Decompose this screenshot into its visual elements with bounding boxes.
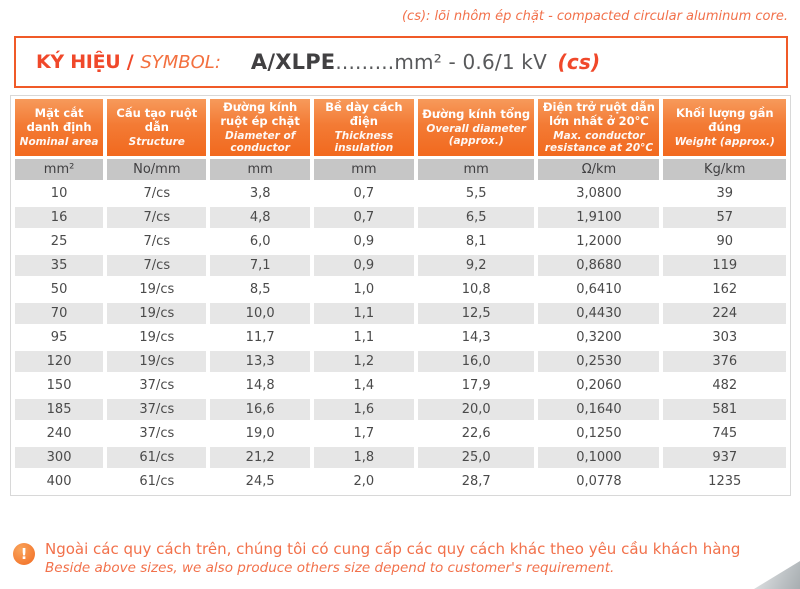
data-cell: 9,2 [418,255,535,276]
data-cell: 10,0 [210,303,309,324]
data-cell: 1,0 [314,279,414,300]
data-cell: 0,2530 [538,351,659,372]
footer-note-vi: Ngoài các quy cách trên, chúng tôi có cung cấp các quy cách khác theo yêu cầu khách hàng [45,540,741,558]
data-cell: 3,0800 [538,183,659,204]
column-header-2: Đường kính ruột ép chặt Diameter of conductor [210,99,309,156]
data-cell: 482 [663,375,786,396]
column-header-4: Đường kính tổng Overall diameter (approx.) [418,99,535,156]
table-row [15,375,786,396]
data-cell: 1,2000 [538,231,659,252]
data-cell: 8,1 [418,231,535,252]
unit-cell: Ω/km [538,159,659,180]
footer-note [13,540,740,576]
data-cell: 1,7 [314,423,414,444]
data-cell: 300 [15,447,103,468]
data-cell: 57 [663,207,786,228]
data-cell: 14,3 [418,327,535,348]
symbol-label-en: SYMBOL: [140,51,221,73]
column-header-5: Điện trở ruột dẫn lớn nhất ở 20°C Max. conductor resistance at 20°C [538,99,659,156]
data-cell: 19/cs [107,327,206,348]
data-cell: 185 [15,399,103,420]
table-row [15,255,786,276]
data-cell: 1,2 [314,351,414,372]
data-cell: 150 [15,375,103,396]
data-cell: 61/cs [107,471,206,492]
data-cell: 6,0 [210,231,309,252]
data-cell: 25,0 [418,447,535,468]
data-cell: 24,5 [210,471,309,492]
table-row [15,231,786,252]
data-cell: 745 [663,423,786,444]
data-cell: 0,1000 [538,447,659,468]
data-cell: 12,5 [418,303,535,324]
page-fold-corner [754,561,800,589]
symbol-code-cs: (cs) [557,50,601,74]
data-cell: 7/cs [107,231,206,252]
spec-table-body [15,183,786,492]
data-cell: 19/cs [107,279,206,300]
data-cell: 376 [663,351,786,372]
table-row [15,303,786,324]
data-cell: 1235 [663,471,786,492]
table-row [15,183,786,204]
symbol-label-vi: KÝ HIỆU / [36,51,134,73]
unit-cell: mm [314,159,414,180]
unit-cell: Kg/km [663,159,786,180]
data-cell: 1,1 [314,303,414,324]
data-cell: 4,8 [210,207,309,228]
data-cell: 17,9 [418,375,535,396]
data-cell: 25 [15,231,103,252]
data-cell: 120 [15,351,103,372]
data-cell: 21,2 [210,447,309,468]
data-cell: 0,7 [314,207,414,228]
data-cell: 11,7 [210,327,309,348]
data-cell: 0,1640 [538,399,659,420]
footer-note-text [45,540,740,576]
data-cell: 39 [663,183,786,204]
data-cell: 37/cs [107,375,206,396]
symbol-code-detail: .........mm² - 0.6/1 kV [335,50,547,74]
symbol-code-type: A/XLPE [250,50,336,74]
data-cell: 7/cs [107,255,206,276]
data-cell: 35 [15,255,103,276]
data-cell: 90 [663,231,786,252]
table-row [15,471,786,492]
data-cell: 19/cs [107,351,206,372]
data-cell: 37/cs [107,399,206,420]
exclamation-icon: ! [13,543,35,565]
table-row [15,279,786,300]
data-cell: 7/cs [107,183,206,204]
data-cell: 37/cs [107,423,206,444]
spec-table [10,95,791,496]
data-cell: 581 [663,399,786,420]
unit-cell: mm² [15,159,103,180]
data-cell: 3,8 [210,183,309,204]
data-cell: 0,1250 [538,423,659,444]
data-cell: 61/cs [107,447,206,468]
data-cell: 0,8680 [538,255,659,276]
data-cell: 70 [15,303,103,324]
column-header-3: Bề dày cách điện Thickness insulation [314,99,414,156]
data-cell: 28,7 [418,471,535,492]
data-cell: 20,0 [418,399,535,420]
data-cell: 0,0778 [538,471,659,492]
data-cell: 13,3 [210,351,309,372]
unit-cell: mm [418,159,535,180]
data-cell: 0,2060 [538,375,659,396]
unit-cell: mm [210,159,309,180]
table-row [15,447,786,468]
data-cell: 19/cs [107,303,206,324]
data-cell: 119 [663,255,786,276]
symbol-code [251,50,600,74]
data-cell: 400 [15,471,103,492]
data-cell: 95 [15,327,103,348]
data-cell: 0,7 [314,183,414,204]
table-row [15,423,786,444]
data-cell: 7/cs [107,207,206,228]
data-cell: 0,9 [314,255,414,276]
data-cell: 224 [663,303,786,324]
data-cell: 303 [663,327,786,348]
footer-note-en: Beside above sizes, we also produce others size depend to customer's requirement. [45,560,615,576]
data-cell: 937 [663,447,786,468]
data-cell: 10 [15,183,103,204]
table-row [15,327,786,348]
data-cell: 240 [15,423,103,444]
data-cell: 0,9 [314,231,414,252]
column-header-6: Khối lượng gần đúng Weight (approx.) [663,99,786,156]
data-cell: 22,6 [418,423,535,444]
data-cell: 10,8 [418,279,535,300]
data-cell: 0,6410 [538,279,659,300]
data-cell: 19,0 [210,423,309,444]
data-cell: 5,5 [418,183,535,204]
spec-table-head [15,99,786,180]
spec-table-grid [11,96,790,495]
data-cell: 7,1 [210,255,309,276]
data-cell: 162 [663,279,786,300]
unit-cell: No/mm [107,159,206,180]
table-row [15,207,786,228]
data-cell: 50 [15,279,103,300]
data-cell: 2,0 [314,471,414,492]
data-cell: 1,1 [314,327,414,348]
data-cell: 0,4430 [538,303,659,324]
column-header-1: Cấu tạo ruột dẫn Structure [107,99,206,156]
column-header-0: Mặt cắt danh định Nominal area [15,99,103,156]
data-cell: 1,4 [314,375,414,396]
data-cell: 0,3200 [538,327,659,348]
data-cell: 1,8 [314,447,414,468]
data-cell: 6,5 [418,207,535,228]
data-cell: 1,9100 [538,207,659,228]
data-cell: 1,6 [314,399,414,420]
data-cell: 8,5 [210,279,309,300]
data-cell: 16,6 [210,399,309,420]
data-cell: 14,8 [210,375,309,396]
data-cell: 16,0 [418,351,535,372]
table-row [15,351,786,372]
table-row [15,399,786,420]
cs-footnote: (cs): lõi nhôm ép chặt - compacted circular aluminum core. [401,9,788,24]
symbol-box [14,36,788,88]
units-row [15,159,786,180]
data-cell: 16 [15,207,103,228]
